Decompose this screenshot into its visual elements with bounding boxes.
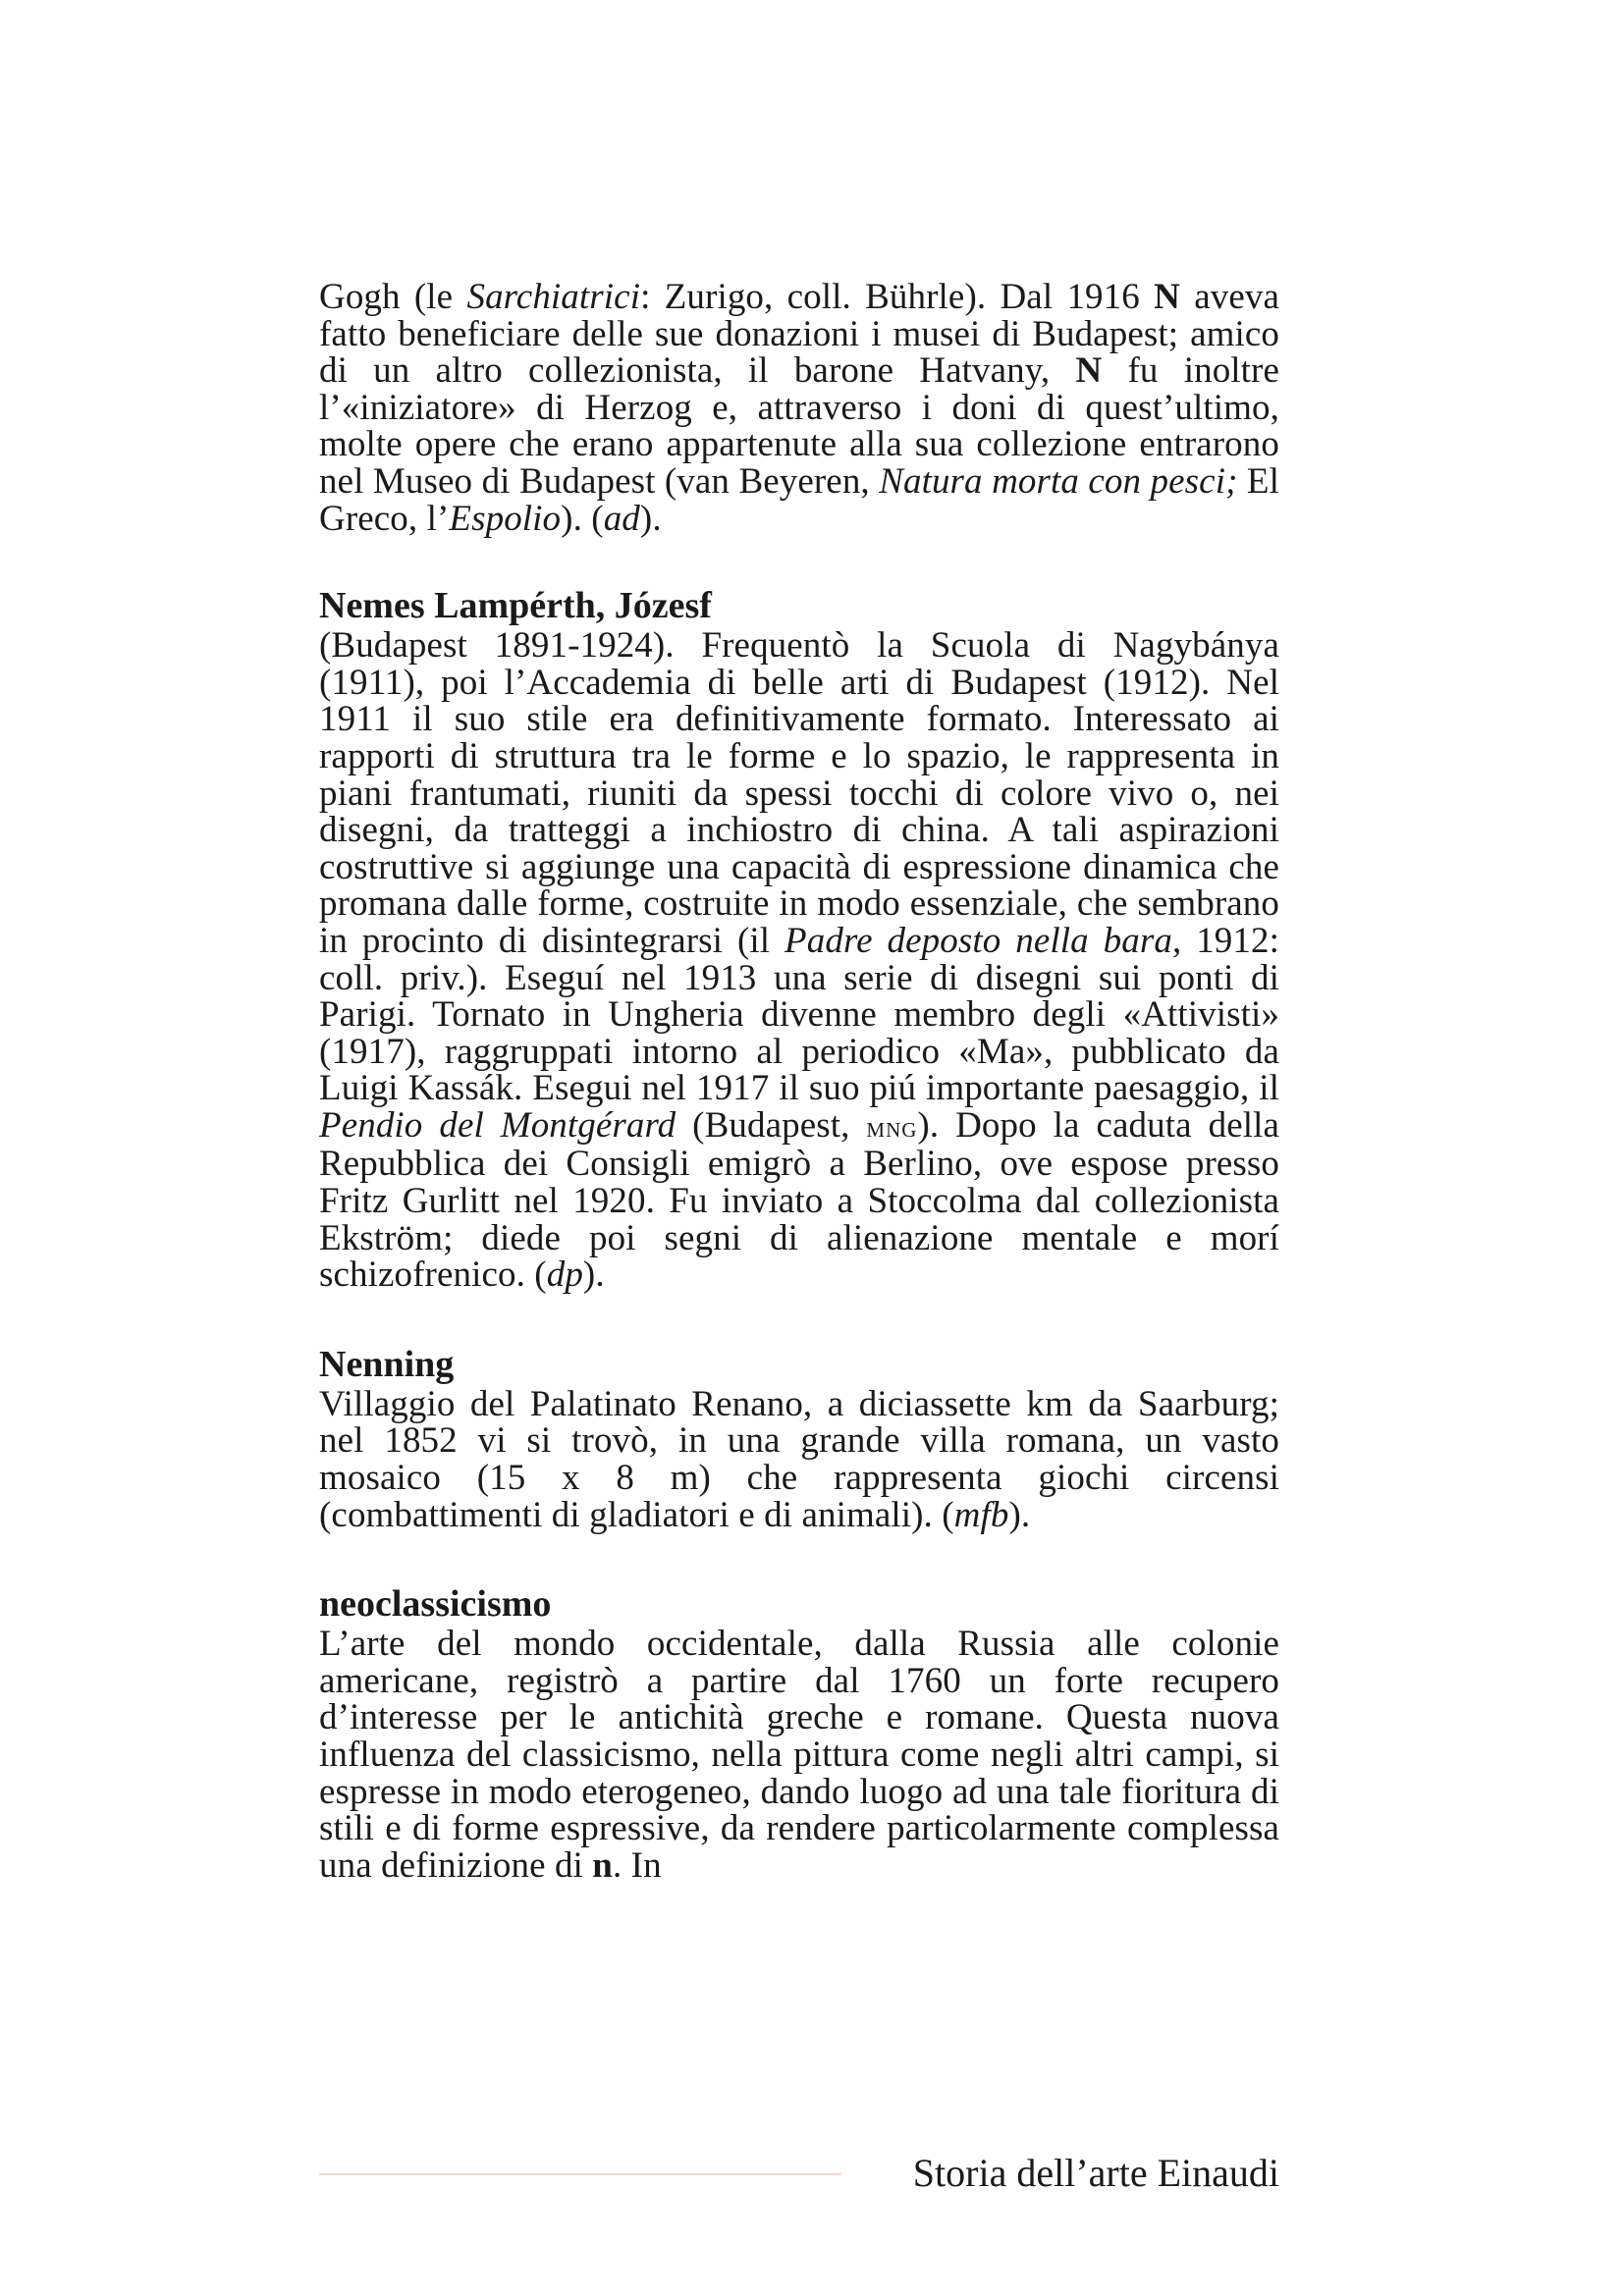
text-run: ). bbox=[582, 1255, 605, 1296]
text-run: Gogh (le bbox=[319, 277, 467, 317]
intro-paragraph bbox=[319, 279, 1279, 537]
footer-rule bbox=[319, 2173, 841, 2175]
text-run: ). Dopo la caduta della Repubblica dei Consigli emigrò a Berlino, ove espose presso Fritz Gurlitt nel 1920. Fu inviato a Stoccolma dal collezionista Ekström; diede poi segni di alienazione mentale e morí schizofrenico. ( bbox=[319, 1104, 1279, 1296]
italic-run: Natura morta con pesci; bbox=[879, 460, 1238, 502]
bold-run: n bbox=[592, 1844, 613, 1886]
italic-run: mfb bbox=[953, 1494, 1009, 1535]
text-run: ). bbox=[639, 498, 662, 539]
italic-run: Padre deposto nella bara bbox=[784, 920, 1172, 961]
text-run: Villaggio del Palatinato Renano, a diciassette km da Saarburg; nel 1852 vi si trovò, in una grande villa romana, un vasto mosaico (15 x 8 m) che rappresenta giochi circensi (combattimenti di gladiatori e di animali). ( bbox=[319, 1383, 1279, 1535]
bold-run: N bbox=[1154, 277, 1180, 317]
italic-run: Sarchiatrici bbox=[466, 277, 641, 317]
text-run: L’arte del mondo occidentale, dalla Russia alle colonie americane, registrò a partire dal 1760 un forte recupero d’interesse per le antichità greche e romane. Questa nuova influenza del classicismo, nella pittura come negli altri campi, si espresse in modo eterogeneo, dando luogo ad una tale fioritura di stili e di forme espressive, da rendere particolarmente complessa una definizione di bbox=[319, 1624, 1279, 1886]
entry-body bbox=[319, 1626, 1279, 1884]
text-run: . In bbox=[612, 1844, 662, 1886]
entry-nemes-lamperth bbox=[319, 584, 1279, 1294]
italic-run: ad bbox=[603, 498, 640, 539]
footer-title: Storia dell’arte Einaudi bbox=[912, 2151, 1279, 2195]
bold-run: N bbox=[1075, 350, 1103, 392]
italic-run: Pendio del Montgérard bbox=[319, 1104, 676, 1146]
text-run: fu inoltre l’«iniziatore» di Herzog e, attraverso i doni di quest’ultimo, molte opere che erano appartenute alla sua collezione entrarono nel Museo di Budapest (van Beyeren, bbox=[319, 350, 1279, 502]
text-run: (Budapest 1891-1924). Frequentò la Scuola di Nagybánya (1911), poi l’Accademia di belle arti di Budapest (1912). Nel 1911 il suo stile era definitivamente formato. Interessato ai rapporti di struttura tra le forme e lo spazio, le rappresenta in piani frantumati, riuniti da spessi tocchi di colore vivo o, nei disegni, da tratteggi a inchiostro di china. A tali aspirazioni costruttive si aggiunge una capacità di espressione dinamica che promana dalle forme, costruite in modo essenziale, che sembrano in procinto di disintegrarsi (il bbox=[319, 625, 1279, 961]
entry-heading: neoclassicismo bbox=[319, 1583, 552, 1626]
text-run: , 1912: coll. priv.). Eseguí nel 1913 una serie di disegni sui ponti di Parigi. Tornato in Ungheria divenne membro degli «Attivisti» (1917), raggruppati intorno al periodico «Ma», pubblicato da Luigi Kassák. Esegui nel 1917 il suo piú importante paesaggio, il bbox=[319, 920, 1279, 1109]
text-run: ). ( bbox=[561, 498, 604, 539]
text-run: : Zurigo, coll. Bührle). Dal 1916 bbox=[640, 277, 1155, 317]
text-run: aveva fatto beneficiare delle sue donazioni i musei di Budapest; amico di un altro collezionista, il barone Hatvany, bbox=[319, 277, 1280, 392]
entry-nenning bbox=[319, 1343, 1279, 1533]
entry-neoclassicismo bbox=[319, 1582, 1279, 1884]
entry-body bbox=[319, 627, 1279, 1294]
italic-run: Espolio bbox=[449, 498, 562, 539]
smallcaps-run: mng bbox=[866, 1110, 918, 1144]
entry-heading: Nemes Lampérth, Józesf bbox=[319, 585, 712, 627]
text-run: (Budapest, bbox=[676, 1104, 867, 1146]
text-column bbox=[319, 279, 1279, 1884]
text-run: ). bbox=[1008, 1494, 1031, 1535]
italic-run: dp bbox=[546, 1255, 583, 1296]
text-run: El Greco, l’ bbox=[319, 460, 1280, 539]
entry-body bbox=[319, 1383, 1279, 1535]
entry-heading: Nenning bbox=[319, 1343, 455, 1385]
